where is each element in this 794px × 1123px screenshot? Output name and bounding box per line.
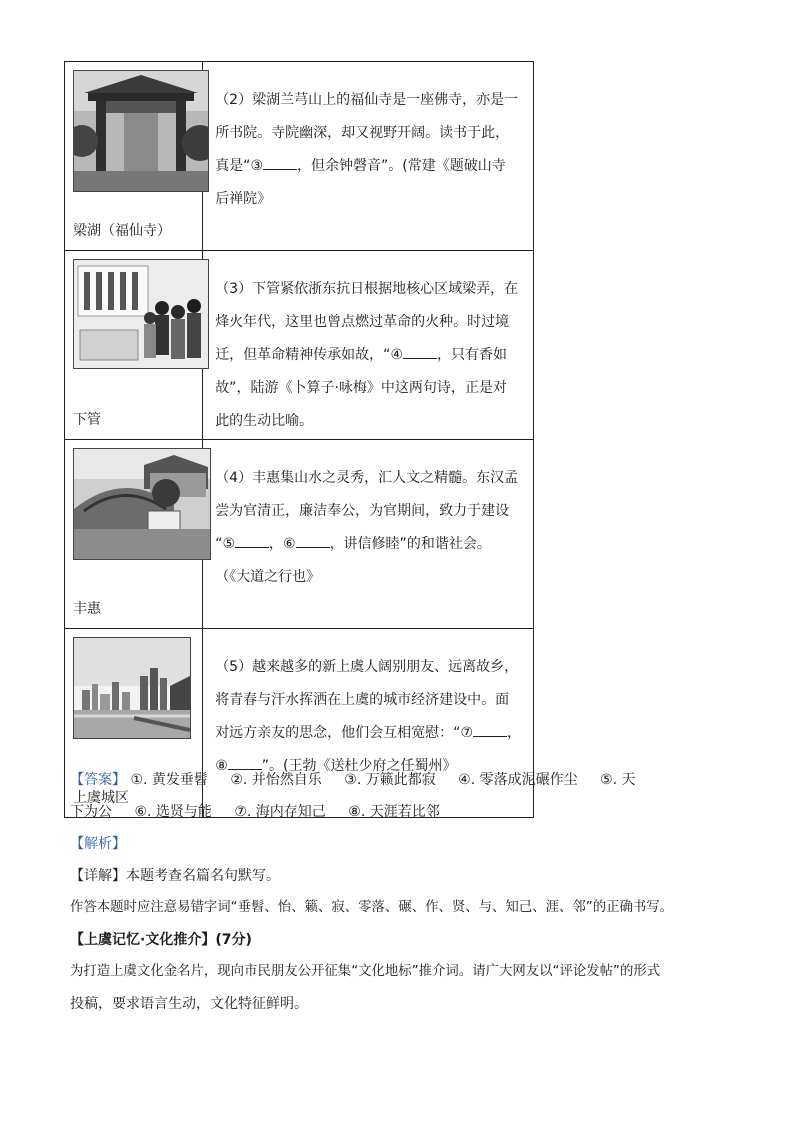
image-caption: 丰惠 [73,601,101,617]
table-row [65,251,534,440]
photo-shangyu-city [73,637,191,739]
text-line: 迁，但革命精神传承如故，“④ ，只有香如 [215,347,507,363]
text-line: 故”，陆游《卜算子·咏梅》中这两句诗，正是对 [215,380,507,396]
photo-fenghui [73,448,211,560]
text-line: 后禅院》 [215,191,272,207]
text-line: “⑤ ，⑥ ，讲信修睦”的和谐社会。 [215,536,491,552]
text-line: （《大道之行也》 [215,569,321,585]
analysis-detail: 【详解】本题考查名篇名句默写。 [70,868,280,884]
answer-item: ①. 黄发垂髫 [130,772,208,788]
answer-item: 下为公 [70,804,112,820]
answer-item: ③. 万籁此都寂 [344,772,436,788]
text-line: 将青春与汗水挥洒在上虞的城市经济建设中。面 [215,692,510,708]
image-cell [65,440,203,629]
text-line: 对远方亲友的思念，他们会互相宽慰：“⑦ ， [215,725,521,741]
photo-fuxian-temple [73,70,209,192]
text-line: 烽火年代，这里也曾点燃过革命的火种。时过境 [215,314,510,330]
text-line: 真是“③ ，但余钟磬音”。(常建《题破山寺 [215,158,506,174]
section-paragraph: 投稿，要求语言生动，文化特征鲜明。 [70,996,308,1012]
answer-item: ②. 并怡然自乐 [230,772,322,788]
answer-item: ⑦. 海内存知己 [234,804,326,820]
image-caption: 下管 [73,412,101,428]
image-caption: 上虞城区 [73,790,129,806]
photo-xiaguan [73,259,209,369]
answer-item: ⑤. 天 [600,772,636,788]
text-cell [203,440,534,629]
section-paragraph: 为打造上虞文化金名片，现向市民朋友公开征集“文化地标”推介词。请广大网友以“评论发帖”的形式 [70,964,661,979]
text-cell [203,62,534,251]
table-row [65,62,534,251]
table-row [65,440,534,629]
analysis-label: 【解析】 [70,836,126,852]
fill-blank [235,546,269,548]
answer-item: ⑧. 天涯若比邻 [348,804,440,820]
text-line: 此的生动比喻。 [215,413,314,429]
text-line: ⑧ ”。(王勃《送杜少府之任蜀州》 [215,758,457,774]
fill-blank [296,546,330,548]
analysis-note: 作答本题时应注意易错字词“垂髫、怡、籁、寂、零落、碾、作、贤、与、知己、涯、邻”的正确书写。 [70,900,674,915]
text-line: （3）下管紧依浙东抗日根据地核心区域梁弄，在 [215,281,519,297]
image-caption: 梁湖（福仙寺） [73,223,171,239]
answer-block [70,764,730,1020]
text-line: 所书院。寺院幽深，却又视野开阔。读书于此， [215,125,510,141]
text-line: （2）梁湖兰芎山上的福仙寺是一座佛寺，亦是一 [215,92,519,108]
text-line: 尝为官清正，廉洁奉公，为官期间，致力于建设 [215,503,510,519]
text-cell [203,251,534,440]
answer-item: ⑥. 选贤与能 [134,804,212,820]
answer-label: 【答案】 [70,772,126,788]
text-line: （4）丰惠集山水之灵秀，汇人文之精髓。东汉孟 [215,470,519,486]
section-title: 【上虞记忆·文化推介】(7分) [70,932,252,948]
image-cell [65,62,203,251]
fill-blank [403,357,437,359]
answer-line [70,796,730,828]
poem-table [64,61,534,818]
answer-item: ④. 零落成泥碾作尘 [458,772,578,788]
fill-blank [473,735,507,737]
answer-line [70,764,730,796]
image-cell [65,251,203,440]
fill-blank [263,168,297,170]
text-line: （5）越来越多的新上虞人阔别朋友、远离故乡， [215,659,519,675]
